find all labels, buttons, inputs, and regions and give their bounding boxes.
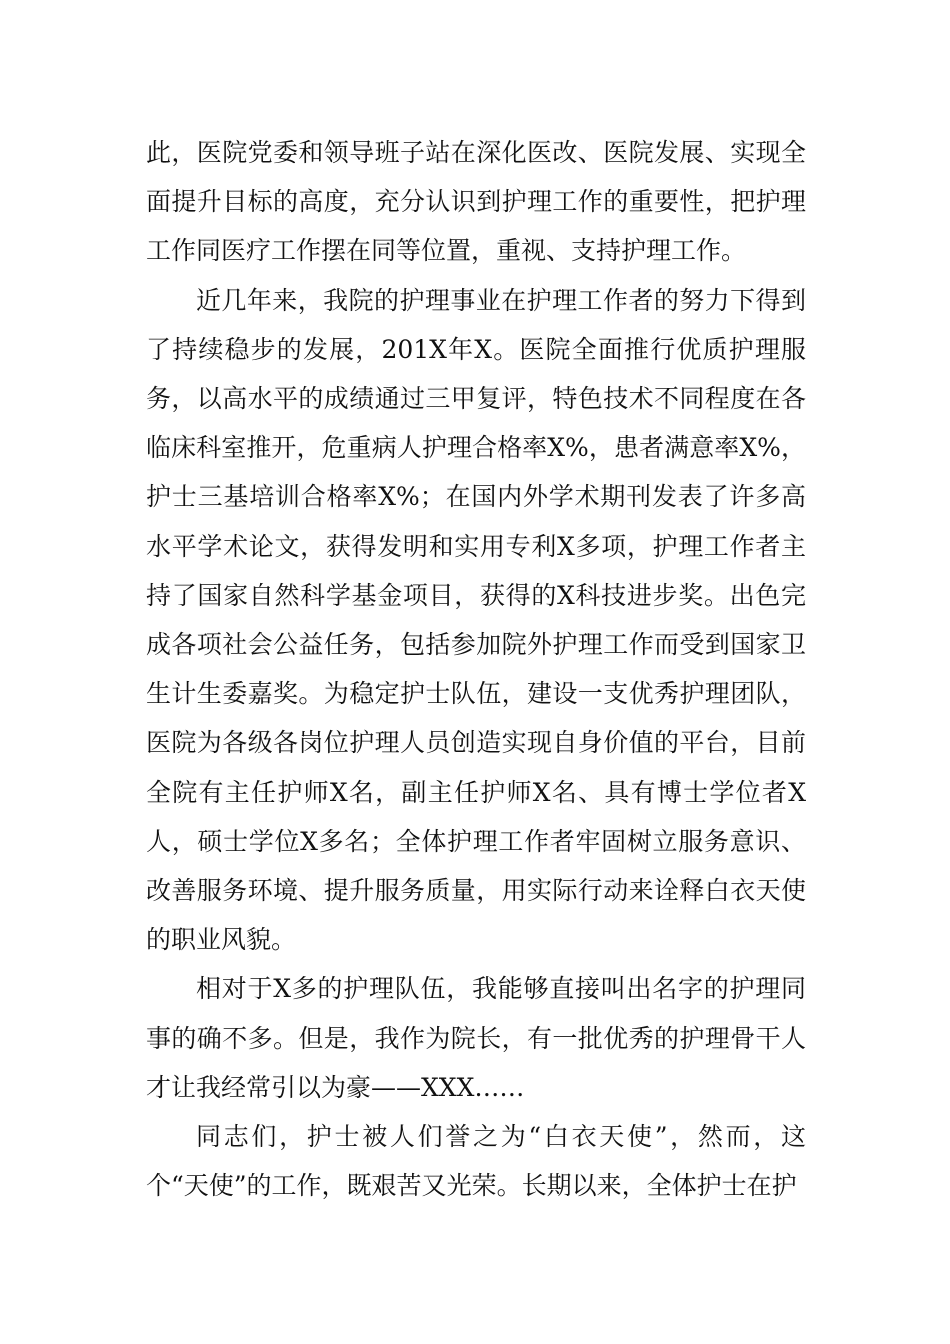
paragraph-white-angels: 同志们，护士被人们誉之为“白衣天使”，然而，这个“天使”的工作，既艰苦又光荣。长期以来，全体护士在护 — [146, 1122, 806, 1201]
paragraph-nursing-achievements: 近几年来，我院的护理事业在护理工作者的努力下得到了持续稳步的发展，201X年X。医院全面推行优质护理服务，以高水平的成绩通过三甲复评，特色技术不同程度在各临床科室推开，危重病人护理合格率X%，患者满意率X%，护士三基培训合格率X%；在国内外学术期刊发表了许多高水平学术论文，获得发明和实用专利X多项，护理工作者主持了国家自然科学基金项目，获得的X科技进步奖。出色完成各项社会公益任务，包括参加院外护理工作而受到国家卫生计生委嘉奖。为稳定护士队伍，建设一支优秀护理团队，医院为各级各岗位护理人员创造实现自身价值的平台，目前全院有主任护师X名，副主任护师X名、具有博士学位者X人，硕士学位X多名；全体护理工作者牢固树立服务意识、改善服务环境、提升服务质量，用实际行动来诠释白衣天使的职业风貌。 — [146, 285, 806, 955]
paragraph-continuation: 此，医院党委和领导班子站在深化医改、医院发展、实现全面提升目标的高度，充分认识到护理工作的重要性，把护理工作同医疗工作摆在同等位置，重视、支持护理工作。 — [146, 138, 806, 266]
paragraph-nursing-team: 相对于X多的护理队伍，我能够直接叫出名字的护理同事的确不多。但是，我作为院长，有一批优秀的护理骨干人才让我经常引以为豪——XXX…… — [146, 974, 806, 1102]
document-body — [146, 128, 806, 1210]
